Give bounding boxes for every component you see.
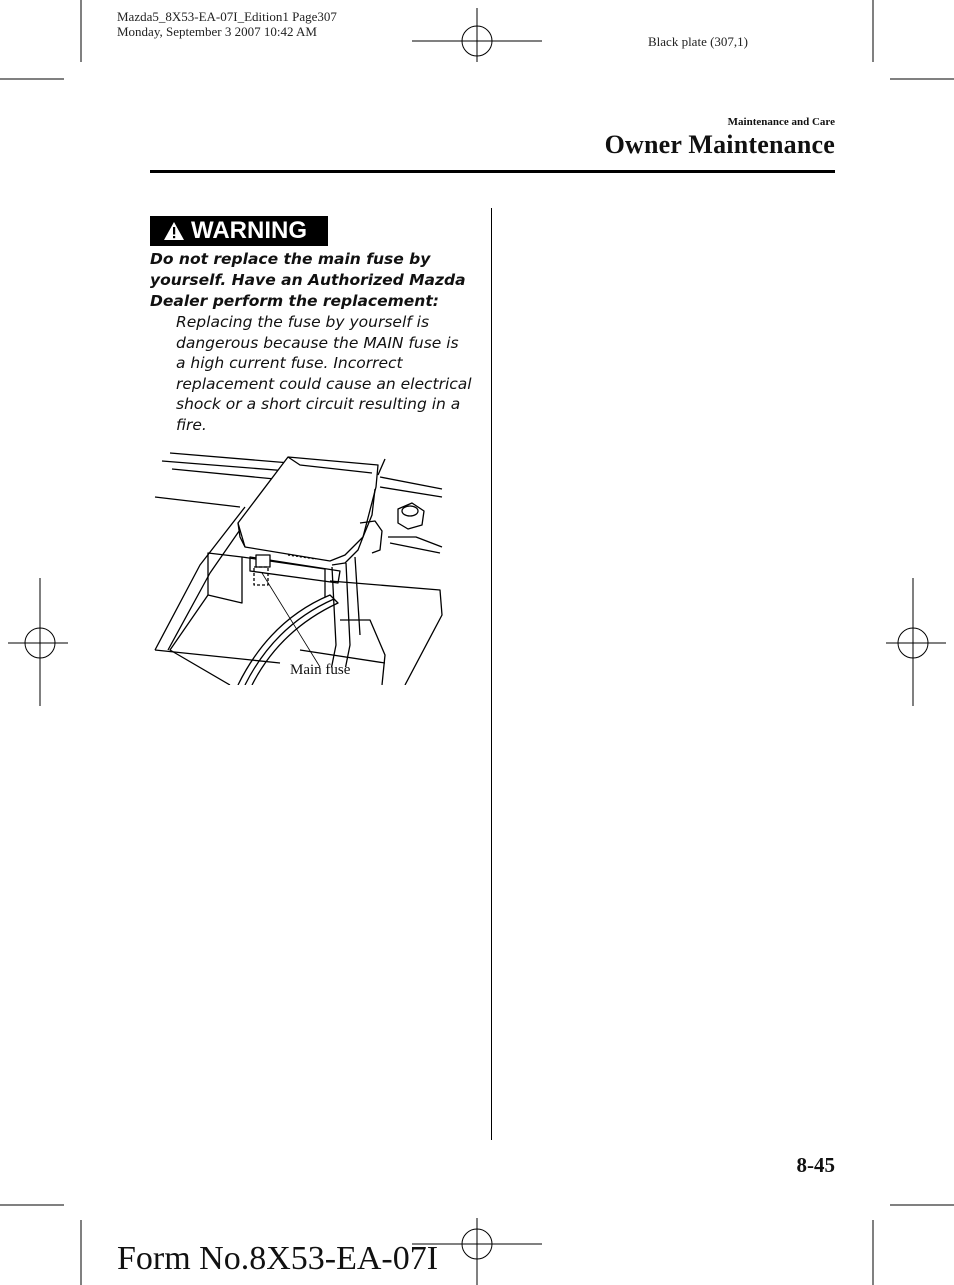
warning-headline-line: Do not replace the main fuse by (150, 250, 431, 268)
print-job-info (117, 9, 337, 39)
print-job-date: Monday, September 3 2007 10:42 AM (117, 24, 317, 39)
plate-label: Black plate (307,1) (648, 34, 748, 49)
warning-body-line: replacement could cause an electrical (176, 374, 472, 393)
warning-body-line: dangerous because the MAIN fuse is (176, 333, 459, 352)
warning-headline-line: yourself. Have an Authorized Mazda (150, 271, 466, 289)
warning-body (176, 312, 486, 435)
warning-label: WARNING (191, 217, 307, 244)
page-title: Owner Maintenance (604, 130, 835, 159)
form-number: Form No.8X53-EA-07I (117, 1240, 439, 1277)
figure-caption: Main fuse (290, 662, 351, 678)
print-job-file: Mazda5_8X53-EA-07I_Edition1 Page307 (117, 9, 337, 24)
warning-body-line: a high current fuse. Incorrect (176, 354, 403, 372)
main-fuse-illustration (150, 445, 445, 685)
warning-body-line: fire. (176, 415, 207, 434)
page-number: 8-45 (796, 1153, 835, 1177)
header-rule (150, 170, 835, 173)
warning-badge (150, 216, 328, 246)
warning-body-line: Replacing the fuse by yourself is (176, 313, 430, 331)
warning-triangle-icon (163, 221, 185, 241)
column-divider (491, 208, 492, 1140)
section-label: Maintenance and Care (727, 116, 835, 128)
warning-headline-line: Dealer perform the replacement: (150, 292, 439, 310)
warning-headline (150, 249, 480, 312)
warning-body-line: shock or a short circuit resulting in a (176, 395, 461, 413)
